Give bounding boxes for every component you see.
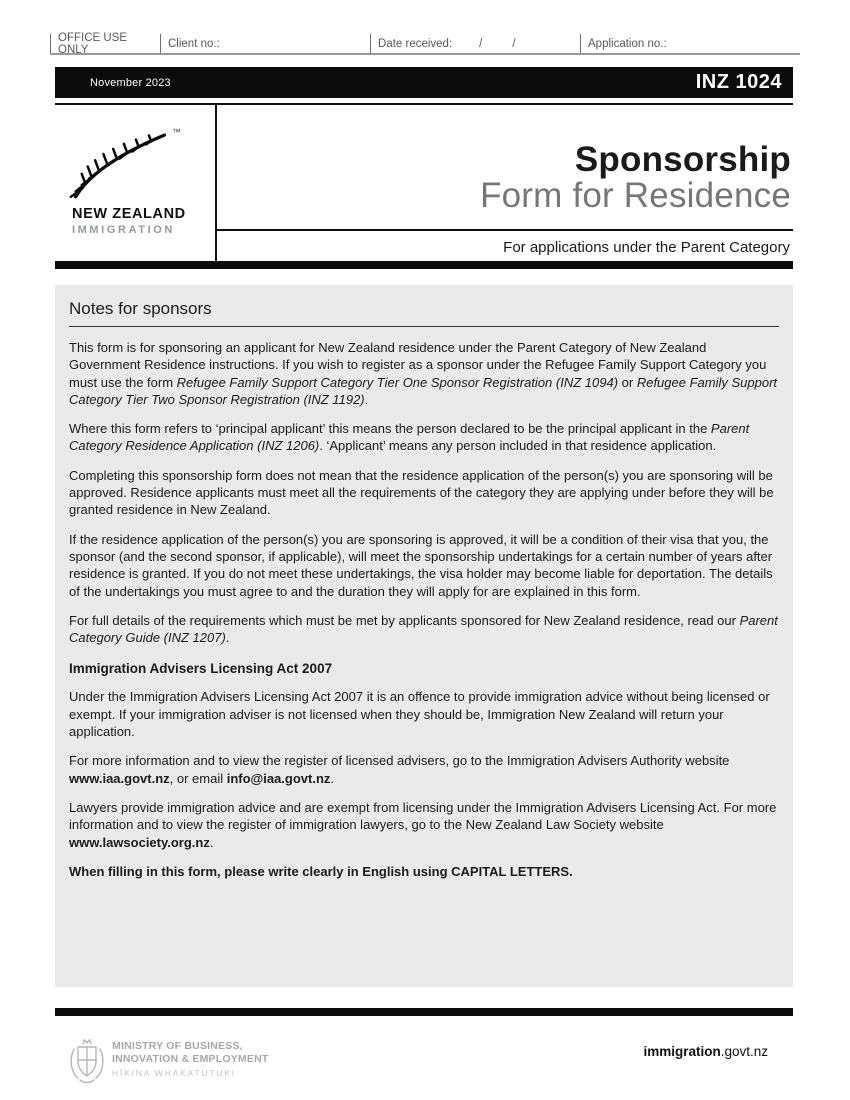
header-vertical-divider [215,105,217,263]
application-no-cell [580,34,800,53]
form-title-line1: Sponsorship [574,140,791,179]
logo-immigration-text: IMMIGRATION [72,224,175,236]
form-title [480,141,791,214]
nz-immigration-logo [55,105,215,263]
notes-paragraph-3: Completing this sponsorship form does not mean that the residence application of the person(s) you are sponsoring will be approved. Residence applicants must meet all the requirements of the category they are applying under before they will be granted residence in New Zealand. [69,467,774,518]
page-footer [55,1034,793,1092]
office-use-only-label: OFFICE USE ONLY [58,31,128,56]
edition-date: November 2023 [90,76,171,89]
notes-paragraph-4: If the residence application of the person(s) you are sponsoring is approved, it will be a condition of their visa that you, the sponsor (and the second sponsor, if applicable), will meet the sponsorship undertakings for a certain number of years after residence is granted. If you do not meet these undertakings, the visa holder may become liable for deportation. The details of the undertakings you must agree to and the duration they will apply for are explained in this form. [69,531,773,599]
page-bottom-bar [55,1008,793,1016]
notes-capital-letters-note: When filling in this form, please write clearly in English using CAPITAL LETTERS. [69,863,573,879]
notes-paragraph-5: For full details of the requirements which must be met by applicants sponsored for New Zealand residence, read our Parent Category Guide (INZ 1207). [69,612,778,646]
mbie-coat-of-arms-icon [66,1036,108,1090]
form-subtitle: For applications under the Parent Category [503,239,790,256]
notes-paragraph-1: This form is for sponsoring an applicant for New Zealand residence under the Parent Category of New Zealand Government Residence instructions. If you wish to register as a sponsor under the Refugee Family Support Category you must use the form Refugee Family Support Category Tier One Sponsor Registration (INZ 1094) or Refugee Family Support Category Tier Two Sponsor Registration (INZ 1192). [69,340,778,407]
notes-paragraph-2: Where this form refers to ‘principal applicant’ this means the person declared to be the principal applicant in the Parent Category Residence Application (INZ 1206). ‘Applicant’ means any person included in that residence application. [69,421,750,454]
trademark-symbol: ™ [172,127,181,137]
notes-paragraph-6: Under the Immigration Advisers Licensing Act 2007 it is an offence to provide immigration advice without being licensed or exempt. If your immigration adviser is not licensed when they should be, Immigration New Zealand will return your application. [69,689,770,740]
form-header [55,103,793,269]
ministry-maori-line: HĪKINA WHAKATUTUKI [112,1068,236,1078]
date-received-cell [370,34,580,53]
silver-fern-icon [68,125,174,203]
notes-panel [55,285,793,987]
ministry-line2: INNOVATION & EMPLOYMENT [112,1052,269,1065]
edition-bar [55,67,793,98]
form-title-line2: Form for Residence [480,176,791,215]
date-received-label: Date received: [378,37,453,50]
immigration-website: immigration.govt.nz [643,1044,768,1059]
header-bottom-bar [55,261,793,269]
notes-paragraph-7: For more information and to view the register of licensed advisers, go to the Immigration Advisers Authority website www.iaa.govt.nz, or email info@iaa.govt.nz. [69,753,730,786]
date-slash: / [512,37,516,50]
logo-new-zealand-text: NEW ZEALAND [72,206,186,222]
client-no-label: Client no.: [168,37,220,50]
title-rule [217,229,793,231]
ministry-line1: MINISTRY OF BUSINESS, [112,1040,243,1052]
office-use-only-cell [50,31,160,56]
client-no-cell [160,34,370,53]
form-code: INZ 1024 [695,71,782,93]
advisers-act-heading: Immigration Advisers Licensing Act 2007 [69,661,333,677]
application-no-label: Application no.: [588,37,667,50]
notes-paragraph-8: Lawyers provide immigration advice and are exempt from licensing under the Immigration Advisers Licensing Act. For more information and to view the register of immigration lawyers, go to the New Zealand Law Society website www.lawsociety.org.nz. [69,799,777,850]
office-use-bar [50,31,800,56]
ministry-identity [112,1040,268,1078]
date-slash: / [479,37,483,50]
notes-heading: Notes for sponsors [69,297,779,327]
